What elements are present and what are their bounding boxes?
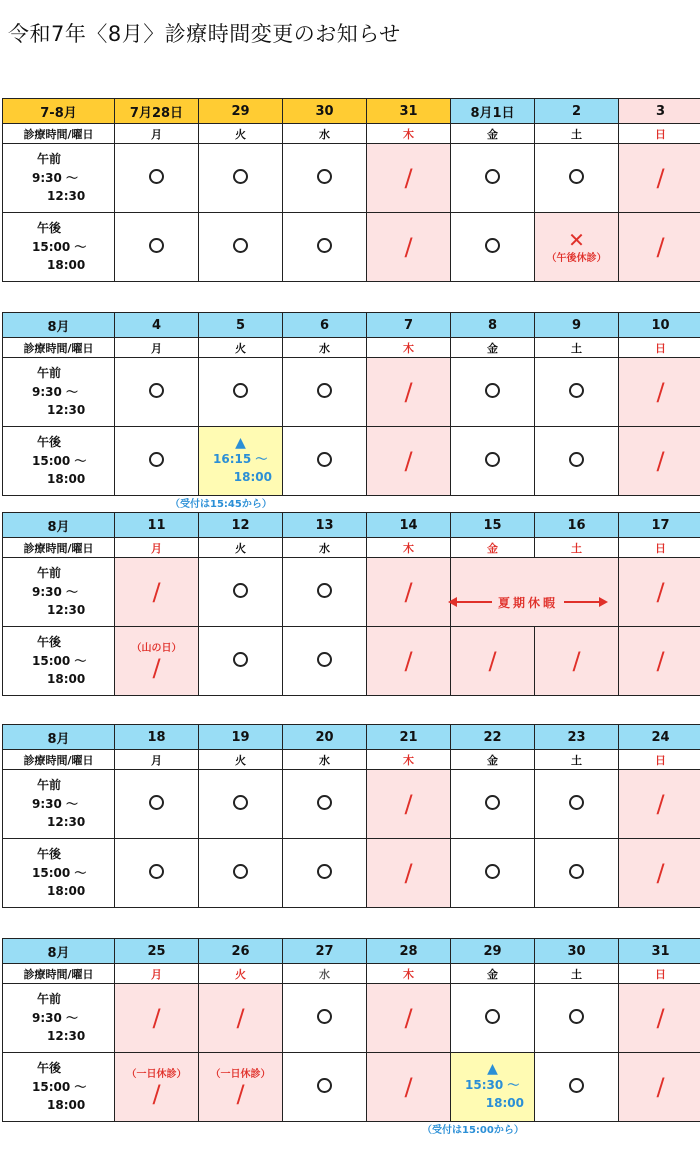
closed-slash-icon: /	[572, 647, 581, 675]
open-circle-icon	[317, 583, 332, 598]
weekday-cell: 日	[619, 338, 700, 358]
triangle-icon: ▲	[235, 435, 246, 451]
week-table	[2, 98, 700, 282]
date-cell: 19	[199, 725, 283, 750]
weekday-cell: 水	[283, 124, 367, 144]
am-slot	[199, 558, 283, 627]
pm-slot	[199, 427, 283, 496]
pm-slot	[451, 427, 535, 496]
reception-note: （受付は15:00から）	[422, 1125, 524, 1136]
closed-slash-icon: /	[152, 578, 161, 606]
pm-label-line: 15:00 〜	[32, 453, 87, 468]
date-cell: 31	[619, 939, 700, 964]
pm-slot	[535, 1053, 619, 1122]
open-circle-icon	[569, 169, 584, 184]
pm-label-line: 午後	[37, 1061, 62, 1076]
am-label-line: 12:30	[47, 403, 86, 418]
weekday-cell: 木	[367, 750, 451, 770]
closed-slash-icon: /	[656, 447, 665, 475]
closed-slash-icon: /	[152, 1079, 161, 1108]
weekday-cell: 金	[451, 538, 535, 558]
date-cell: 9	[535, 313, 619, 338]
am-slot	[115, 558, 199, 627]
pm-slot	[367, 1053, 451, 1122]
reception-note: （受付は15:45から）	[170, 499, 272, 510]
week-table	[2, 938, 700, 1122]
changed-time-end: 18:00	[233, 470, 272, 484]
am-label-line: 午前	[37, 366, 62, 381]
date-cell: 30	[535, 939, 619, 964]
weekday-cell: 月	[115, 124, 199, 144]
pm-time-label	[3, 427, 115, 496]
row-label: 診療時間/曜日	[3, 124, 115, 144]
pm-slot	[367, 627, 451, 696]
am-label-line: 12:30	[47, 603, 86, 618]
date-cell: 10	[619, 313, 700, 338]
pm-slot	[115, 1053, 199, 1122]
open-circle-icon	[149, 864, 164, 879]
open-circle-icon	[485, 383, 500, 398]
week-table	[2, 312, 700, 496]
weekday-cell: 水	[283, 964, 367, 984]
date-cell: 25	[115, 939, 199, 964]
open-circle-icon	[317, 652, 332, 667]
open-circle-icon	[485, 795, 500, 810]
pm-slot	[619, 627, 700, 696]
pm-label-line: 15:00 〜	[32, 1079, 87, 1094]
pm-slot	[283, 1053, 367, 1122]
closed-slash-icon: /	[656, 233, 665, 261]
open-circle-icon	[149, 383, 164, 398]
am-slot	[115, 770, 199, 839]
closed-slash-icon: /	[488, 647, 497, 675]
row-label: 診療時間/曜日	[3, 338, 115, 358]
weekday-cell: 火	[199, 750, 283, 770]
weekday-cell: 土	[535, 338, 619, 358]
pm-slot	[535, 213, 619, 282]
open-circle-icon	[317, 1078, 332, 1093]
open-circle-icon	[317, 864, 332, 879]
open-circle-icon	[317, 238, 332, 253]
am-slot	[283, 358, 367, 427]
open-circle-icon	[485, 452, 500, 467]
row-label: 診療時間/曜日	[3, 538, 115, 558]
pm-slot	[367, 839, 451, 908]
am-slot	[619, 358, 700, 427]
am-time-label	[3, 144, 115, 213]
pm-time-label	[3, 213, 115, 282]
am-time-label	[3, 770, 115, 839]
weekday-cell: 土	[535, 964, 619, 984]
date-cell: 29	[451, 939, 535, 964]
weekday-cell: 木	[367, 338, 451, 358]
date-cell: 26	[199, 939, 283, 964]
slot-note: （一日休診）	[126, 1068, 187, 1080]
pm-slot	[199, 213, 283, 282]
month-cell: 8月	[3, 939, 115, 964]
weekday-cell: 土	[535, 124, 619, 144]
changed-time-start: 16:15 〜	[213, 452, 268, 466]
am-label-line: 午前	[37, 992, 62, 1007]
open-circle-icon	[317, 383, 332, 398]
pm-label-line: 午後	[37, 221, 62, 236]
pm-label-line: 15:00 〜	[32, 653, 87, 668]
month-cell: 8月	[3, 725, 115, 750]
date-cell: 6	[283, 313, 367, 338]
pm-label-line: 18:00	[47, 472, 86, 487]
weekday-cell: 火	[199, 338, 283, 358]
am-slot	[535, 770, 619, 839]
pm-label-line: 18:00	[47, 672, 86, 687]
weekday-cell: 木	[367, 964, 451, 984]
weekday-cell: 水	[283, 750, 367, 770]
am-slot	[115, 984, 199, 1053]
am-slot	[367, 770, 451, 839]
pm-slot	[115, 839, 199, 908]
pm-slot	[451, 627, 535, 696]
weekday-cell: 月	[115, 964, 199, 984]
summer-holiday-label: 夏期休暇	[492, 594, 564, 611]
date-cell: 5	[199, 313, 283, 338]
am-label-line: 午前	[37, 152, 62, 167]
open-circle-icon	[317, 169, 332, 184]
weekday-cell: 火	[199, 538, 283, 558]
pm-slot	[535, 839, 619, 908]
page-title: 令和7年〈8月〉診療時間変更のお知らせ	[8, 22, 401, 46]
pm-time-label	[3, 1053, 115, 1122]
am-label-line: 9:30 〜	[32, 384, 79, 399]
am-slot	[451, 358, 535, 427]
date-cell: 31	[367, 99, 451, 124]
weekday-cell: 火	[199, 964, 283, 984]
pm-slot	[451, 839, 535, 908]
pm-slot	[619, 427, 700, 496]
date-cell: 23	[535, 725, 619, 750]
date-cell: 22	[451, 725, 535, 750]
changed-time-end: 18:00	[485, 1096, 524, 1110]
slot-note: （午後休診）	[546, 253, 607, 264]
open-circle-icon	[485, 864, 500, 879]
closed-slash-icon: /	[404, 378, 413, 406]
open-circle-icon	[317, 1009, 332, 1024]
arrow-line	[564, 601, 599, 603]
summer-holiday-arrow	[448, 592, 608, 612]
closed-slash-icon: /	[404, 1073, 413, 1101]
weekday-cell: 月	[115, 538, 199, 558]
date-cell: 15	[451, 513, 535, 538]
am-slot	[115, 144, 199, 213]
open-circle-icon	[149, 169, 164, 184]
am-slot	[619, 984, 700, 1053]
open-circle-icon	[149, 238, 164, 253]
date-cell: 3	[619, 99, 700, 124]
closed-slash-icon: /	[656, 647, 665, 675]
month-cell: 8月	[3, 313, 115, 338]
weekday-cell: 月	[115, 338, 199, 358]
pm-slot	[619, 839, 700, 908]
am-slot	[199, 144, 283, 213]
pm-label-line: 15:00 〜	[32, 865, 87, 880]
am-slot	[367, 984, 451, 1053]
pm-slot	[535, 627, 619, 696]
am-slot	[367, 358, 451, 427]
closed-slash-icon: /	[656, 164, 665, 192]
weekday-cell: 日	[619, 750, 700, 770]
pm-slot	[619, 1053, 700, 1122]
pm-slot	[199, 627, 283, 696]
am-label-line: 9:30 〜	[32, 584, 79, 599]
closed-slash-icon: /	[152, 1004, 161, 1032]
am-slot	[619, 144, 700, 213]
weekday-cell: 金	[451, 124, 535, 144]
date-cell: 4	[115, 313, 199, 338]
pm-label-line: 18:00	[47, 258, 86, 273]
date-cell: 14	[367, 513, 451, 538]
weekday-cell: 日	[619, 964, 700, 984]
open-circle-icon	[485, 1009, 500, 1024]
slot-note: （山の日）	[131, 642, 182, 654]
pm-label-line: 18:00	[47, 1098, 86, 1113]
date-cell: 28	[367, 939, 451, 964]
open-circle-icon	[233, 383, 248, 398]
am-label-line: 9:30 〜	[32, 1010, 79, 1025]
open-circle-icon	[485, 169, 500, 184]
weekday-cell: 土	[535, 750, 619, 770]
date-cell: 17	[619, 513, 700, 538]
am-slot	[451, 984, 535, 1053]
closed-slash-icon: /	[404, 647, 413, 675]
pm-slot	[199, 839, 283, 908]
am-label-line: 9:30 〜	[32, 170, 79, 185]
closed-slash-icon: /	[404, 164, 413, 192]
open-circle-icon	[569, 864, 584, 879]
am-slot	[367, 558, 451, 627]
weekday-cell: 金	[451, 750, 535, 770]
date-cell: 29	[199, 99, 283, 124]
pm-slot	[451, 1053, 535, 1122]
open-circle-icon	[233, 238, 248, 253]
open-circle-icon	[569, 452, 584, 467]
am-label-line: 12:30	[47, 189, 86, 204]
arrow-left-icon	[448, 597, 457, 607]
am-slot	[115, 358, 199, 427]
weekday-cell: 木	[367, 538, 451, 558]
am-time-label	[3, 558, 115, 627]
cross-icon: ✕	[568, 228, 585, 252]
closed-slash-icon: /	[404, 233, 413, 261]
open-circle-icon	[149, 452, 164, 467]
date-cell: 7月28日	[115, 99, 199, 124]
closed-slash-icon: /	[656, 1073, 665, 1101]
weekday-cell: 火	[199, 124, 283, 144]
am-slot	[283, 984, 367, 1053]
pm-slot	[115, 427, 199, 496]
closed-slash-icon: /	[236, 1079, 245, 1108]
am-slot	[619, 770, 700, 839]
pm-slot	[367, 213, 451, 282]
open-circle-icon	[569, 383, 584, 398]
arrow-right-icon	[599, 597, 608, 607]
am-slot	[367, 144, 451, 213]
closed-slash-icon: /	[404, 447, 413, 475]
am-label-line: 午前	[37, 566, 62, 581]
am-slot	[199, 358, 283, 427]
open-circle-icon	[569, 795, 584, 810]
pm-slot	[115, 627, 199, 696]
pm-label-line: 午後	[37, 635, 62, 650]
pm-label-line: 午後	[37, 847, 62, 862]
am-slot	[451, 144, 535, 213]
pm-time-label	[3, 627, 115, 696]
open-circle-icon	[569, 1078, 584, 1093]
open-circle-icon	[149, 795, 164, 810]
open-circle-icon	[569, 1009, 584, 1024]
weekday-cell: 日	[619, 538, 700, 558]
slot-note: （一日休診）	[210, 1068, 271, 1080]
am-label-line: 12:30	[47, 815, 86, 830]
weekday-cell: 木	[367, 124, 451, 144]
am-slot	[619, 558, 700, 627]
am-slot	[199, 984, 283, 1053]
pm-slot	[115, 213, 199, 282]
date-cell: 11	[115, 513, 199, 538]
am-slot	[535, 984, 619, 1053]
open-circle-icon	[485, 238, 500, 253]
weekday-cell: 日	[619, 124, 700, 144]
pm-slot	[283, 627, 367, 696]
date-cell: 8	[451, 313, 535, 338]
open-circle-icon	[233, 864, 248, 879]
am-slot	[451, 770, 535, 839]
am-slot	[283, 558, 367, 627]
week-table	[2, 724, 700, 908]
open-circle-icon	[233, 583, 248, 598]
date-cell: 12	[199, 513, 283, 538]
open-circle-icon	[233, 795, 248, 810]
open-circle-icon	[233, 652, 248, 667]
am-slot	[283, 144, 367, 213]
date-cell: 2	[535, 99, 619, 124]
am-slot	[535, 144, 619, 213]
row-label: 診療時間/曜日	[3, 964, 115, 984]
closed-slash-icon: /	[404, 578, 413, 606]
open-circle-icon	[317, 452, 332, 467]
pm-time-label	[3, 839, 115, 908]
pm-slot	[619, 213, 700, 282]
date-cell: 27	[283, 939, 367, 964]
am-label-line: 9:30 〜	[32, 796, 79, 811]
weekday-cell: 金	[451, 964, 535, 984]
weekday-cell: 水	[283, 538, 367, 558]
date-cell: 21	[367, 725, 451, 750]
month-cell: 8月	[3, 513, 115, 538]
pm-label-line: 15:00 〜	[32, 239, 87, 254]
arrow-line	[457, 601, 492, 603]
month-cell: 7-8月	[3, 99, 115, 124]
pm-label-line: 18:00	[47, 884, 86, 899]
date-cell: 24	[619, 725, 700, 750]
open-circle-icon	[317, 795, 332, 810]
closed-slash-icon: /	[656, 378, 665, 406]
triangle-icon: ▲	[487, 1061, 498, 1077]
weekday-cell: 月	[115, 750, 199, 770]
am-slot	[283, 770, 367, 839]
pm-slot	[283, 839, 367, 908]
date-cell: 13	[283, 513, 367, 538]
closed-slash-icon: /	[404, 1004, 413, 1032]
weekday-cell: 土	[535, 538, 619, 558]
pm-slot	[451, 213, 535, 282]
closed-slash-icon: /	[656, 578, 665, 606]
closed-slash-icon: /	[656, 1004, 665, 1032]
am-label-line: 午前	[37, 778, 62, 793]
date-cell: 16	[535, 513, 619, 538]
am-slot	[199, 770, 283, 839]
am-time-label	[3, 984, 115, 1053]
closed-slash-icon: /	[236, 1004, 245, 1032]
date-cell: 18	[115, 725, 199, 750]
date-cell: 20	[283, 725, 367, 750]
pm-slot	[283, 427, 367, 496]
closed-slash-icon: /	[404, 859, 413, 887]
changed-time-start: 15:30 〜	[465, 1078, 520, 1092]
pm-slot	[199, 1053, 283, 1122]
weekday-cell: 金	[451, 338, 535, 358]
am-time-label	[3, 358, 115, 427]
am-slot	[535, 358, 619, 427]
open-circle-icon	[233, 169, 248, 184]
pm-slot	[283, 213, 367, 282]
pm-slot	[535, 427, 619, 496]
am-label-line: 12:30	[47, 1029, 86, 1044]
date-cell: 8月1日	[451, 99, 535, 124]
closed-slash-icon: /	[656, 859, 665, 887]
date-cell: 7	[367, 313, 451, 338]
pm-slot	[367, 427, 451, 496]
pm-label-line: 午後	[37, 435, 62, 450]
closed-slash-icon: /	[152, 653, 161, 682]
date-cell: 30	[283, 99, 367, 124]
row-label: 診療時間/曜日	[3, 750, 115, 770]
closed-slash-icon: /	[656, 790, 665, 818]
closed-slash-icon: /	[404, 790, 413, 818]
weekday-cell: 水	[283, 338, 367, 358]
